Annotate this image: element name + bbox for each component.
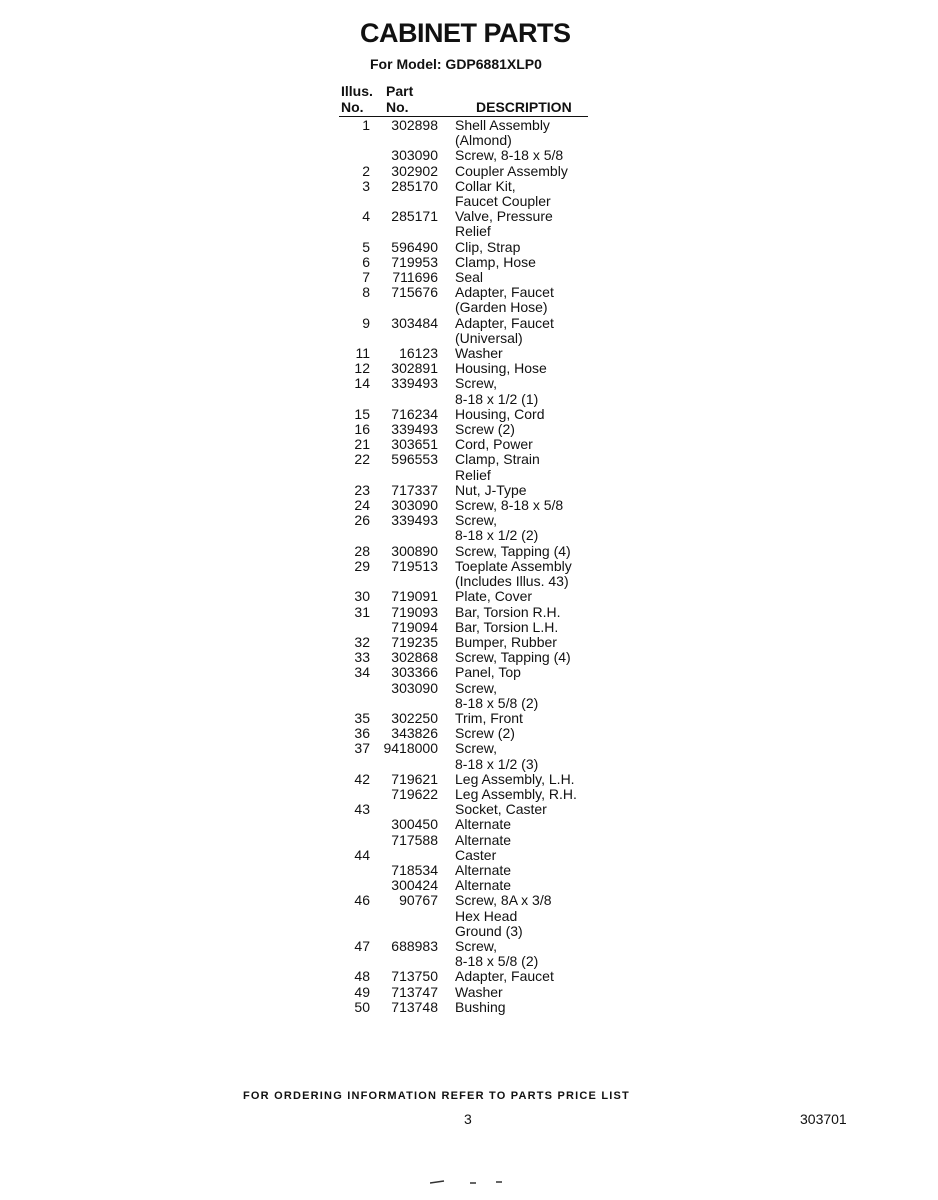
table-row <box>340 985 600 1000</box>
table-row <box>340 589 600 604</box>
part-description: Screw, <box>455 740 498 757</box>
illus-number <box>340 468 370 483</box>
table-row <box>340 681 600 696</box>
table-row <box>340 331 600 346</box>
table-row <box>340 909 600 924</box>
table-row <box>340 635 600 650</box>
table-row <box>340 969 600 984</box>
illus-number: 32 <box>354 633 370 650</box>
illus-number <box>340 620 370 635</box>
table-row <box>340 316 600 331</box>
model-subtitle: For Model: GDP6881XLP0 <box>370 56 542 72</box>
header-part-line1: Part <box>386 83 414 99</box>
header-illus-no <box>341 83 373 115</box>
part-description: Housing, Hose <box>455 360 547 377</box>
table-row <box>340 224 600 239</box>
part-number: 16123 <box>399 345 438 362</box>
part-number: 300890 <box>391 542 438 559</box>
part-number <box>370 392 438 407</box>
illus-number: 24 <box>354 497 370 514</box>
part-description: Screw, <box>455 937 498 954</box>
part-number: 719094 <box>391 618 438 635</box>
illus-number: 29 <box>354 557 370 574</box>
part-number <box>370 468 438 483</box>
part-number: 302868 <box>391 649 438 666</box>
part-description: (Almond) <box>455 132 512 149</box>
illus-number <box>340 331 370 346</box>
part-number: 717588 <box>391 831 438 848</box>
table-row <box>340 148 600 163</box>
part-description: Hex Head <box>455 907 518 924</box>
part-description: Coupler Assembly <box>455 162 568 179</box>
illus-number <box>340 681 370 696</box>
part-number: 339493 <box>391 512 438 529</box>
part-description: Panel, Top <box>455 664 521 681</box>
part-description: Ground (3) <box>455 922 523 939</box>
part-number: 719953 <box>391 253 438 270</box>
part-description: Washer <box>455 983 503 1000</box>
part-number <box>370 757 438 772</box>
table-row <box>340 665 600 680</box>
table-row <box>340 285 600 300</box>
part-number: 302898 <box>391 117 438 133</box>
table-row <box>340 939 600 954</box>
part-number <box>370 848 438 863</box>
table-row <box>340 574 600 589</box>
part-number: 713750 <box>391 968 438 985</box>
illus-number: 37 <box>354 740 370 757</box>
part-description: Bar, Torsion L.H. <box>455 618 559 635</box>
part-number: 719622 <box>391 785 438 802</box>
part-number: 711696 <box>392 269 438 286</box>
illus-number: 31 <box>354 603 370 620</box>
illus-number: 48 <box>354 968 370 985</box>
illus-number: 1 <box>362 117 370 133</box>
part-number <box>370 300 438 315</box>
part-description: Shell Assembly <box>455 117 550 133</box>
illus-number: 8 <box>362 284 370 301</box>
part-description: Seal <box>455 269 484 286</box>
part-number <box>370 909 438 924</box>
illus-number: 6 <box>362 253 370 270</box>
part-description: Socket, Caster <box>455 801 547 818</box>
part-number <box>370 133 438 148</box>
part-description: Screw (2) <box>455 725 515 742</box>
illus-number <box>340 909 370 924</box>
part-number: 596553 <box>391 451 438 468</box>
part-number: 715676 <box>391 284 438 301</box>
table-row <box>340 817 600 832</box>
table-row <box>340 255 600 270</box>
table-row <box>340 863 600 878</box>
part-number: 303484 <box>391 314 438 331</box>
table-row <box>340 118 600 133</box>
part-description: Alternate <box>455 861 512 878</box>
illus-number: 14 <box>354 375 370 392</box>
table-row <box>340 741 600 756</box>
table-row <box>340 376 600 391</box>
table-row <box>340 924 600 939</box>
part-number: 719093 <box>391 603 438 620</box>
table-row <box>340 361 600 376</box>
part-number <box>370 528 438 543</box>
part-description: Toeplate Assembly <box>455 557 572 574</box>
illus-number: 21 <box>354 436 370 453</box>
part-description: (Includes Illus. 43) <box>455 573 569 590</box>
table-row <box>340 179 600 194</box>
table-row <box>340 544 600 559</box>
table-row <box>340 833 600 848</box>
illus-number: 44 <box>354 846 370 863</box>
illus-number: 34 <box>354 664 370 681</box>
part-description: Bumper, Rubber <box>455 633 557 650</box>
part-description: Leg Assembly, L.H. <box>455 770 575 787</box>
part-number: 303090 <box>391 497 438 514</box>
illus-number: 22 <box>354 451 370 468</box>
illus-number: 43 <box>354 801 370 818</box>
table-row <box>340 954 600 969</box>
parts-table <box>340 118 600 1015</box>
table-row <box>340 893 600 908</box>
part-number: 713747 <box>391 983 438 1000</box>
table-row <box>340 407 600 422</box>
part-description: Plate, Cover <box>455 588 533 605</box>
part-description: Relief <box>455 223 491 240</box>
part-number: 718534 <box>391 861 438 878</box>
table-row <box>340 498 600 513</box>
part-description: Screw (2) <box>455 421 515 438</box>
part-number: 300424 <box>391 877 438 894</box>
table-row <box>340 605 600 620</box>
illus-number <box>340 924 370 939</box>
part-number: 713748 <box>391 998 438 1015</box>
part-number <box>370 574 438 589</box>
illus-number <box>340 392 370 407</box>
part-description: Screw, <box>455 679 498 696</box>
part-number <box>370 224 438 239</box>
header-description: DESCRIPTION <box>476 99 572 115</box>
part-description: Clamp, Hose <box>455 253 536 270</box>
table-row <box>340 194 600 209</box>
part-number: 339493 <box>391 421 438 438</box>
part-description: 8-18 x 1/2 (2) <box>455 527 539 544</box>
table-row <box>340 528 600 543</box>
table-row <box>340 513 600 528</box>
header-illus-line1: Illus. <box>341 83 373 99</box>
part-number: 285171 <box>391 208 438 225</box>
illus-number: 47 <box>354 937 370 954</box>
table-row <box>340 300 600 315</box>
table-row <box>340 483 600 498</box>
header-part-line2: No. <box>386 99 409 115</box>
part-description: Trim, Front <box>455 709 523 726</box>
illus-number: 3 <box>362 177 370 194</box>
part-description: Screw, 8-18 x 5/8 <box>455 497 564 514</box>
illus-number: 4 <box>362 208 370 225</box>
part-description: Screw, Tapping (4) <box>455 649 571 666</box>
part-description: Bar, Torsion R.H. <box>455 603 561 620</box>
illus-number <box>340 757 370 772</box>
illus-number <box>340 863 370 878</box>
illus-number: 26 <box>354 512 370 529</box>
page-number: 3 <box>464 1111 472 1127</box>
part-description: Leg Assembly, R.H. <box>455 785 577 802</box>
table-row <box>340 559 600 574</box>
table-row <box>340 270 600 285</box>
illus-number: 49 <box>354 983 370 1000</box>
illus-number: 42 <box>354 770 370 787</box>
illus-number: 30 <box>354 588 370 605</box>
illus-number <box>340 954 370 969</box>
table-row <box>340 848 600 863</box>
part-description: Screw, 8A x 3/8 <box>455 892 552 909</box>
part-number: 90767 <box>399 892 438 909</box>
header-illus-line2: No. <box>341 99 364 115</box>
table-row <box>340 164 600 179</box>
table-row <box>340 346 600 361</box>
part-description: Relief <box>455 466 491 483</box>
part-number: 719235 <box>391 633 438 650</box>
table-row <box>340 468 600 483</box>
table-row <box>340 422 600 437</box>
table-row <box>340 650 600 665</box>
part-description: Screw, <box>455 375 498 392</box>
illus-number: 23 <box>354 481 370 498</box>
part-number: 719091 <box>391 588 438 605</box>
illus-number <box>340 194 370 209</box>
part-number <box>370 924 438 939</box>
part-description: 8-18 x 1/2 (3) <box>455 755 539 772</box>
part-number <box>370 194 438 209</box>
part-number: 302891 <box>391 360 438 377</box>
illus-number: 35 <box>354 709 370 726</box>
part-description: Cord, Power <box>455 436 533 453</box>
part-description: 8-18 x 1/2 (1) <box>455 390 539 407</box>
part-number: 302250 <box>391 709 438 726</box>
table-row <box>340 787 600 802</box>
table-row <box>340 209 600 224</box>
part-description: Collar Kit, <box>455 177 516 194</box>
document-number: 303701 <box>800 1111 847 1127</box>
part-description: Valve, Pressure <box>455 208 553 225</box>
part-number: 596490 <box>391 238 438 255</box>
part-description: Alternate <box>455 877 512 894</box>
part-description: 8-18 x 5/8 (2) <box>455 953 539 970</box>
part-description: (Garden Hose) <box>455 299 548 316</box>
illus-number <box>340 148 370 163</box>
illus-number <box>340 696 370 711</box>
part-number: 717337 <box>391 481 438 498</box>
part-number: 343826 <box>391 725 438 742</box>
scan-artifact <box>430 1177 510 1185</box>
part-number: 688983 <box>391 937 438 954</box>
part-description: Nut, J-Type <box>455 481 527 498</box>
table-row <box>340 240 600 255</box>
part-number: 716234 <box>391 405 438 422</box>
illus-number: 33 <box>354 649 370 666</box>
part-description: Alternate <box>455 816 512 833</box>
part-number <box>370 331 438 346</box>
part-description: Screw, 8-18 x 5/8 <box>455 147 564 164</box>
illus-number: 5 <box>362 238 370 255</box>
part-number: 303090 <box>391 147 438 164</box>
illus-number: 28 <box>354 542 370 559</box>
table-row <box>340 133 600 148</box>
table-row <box>340 696 600 711</box>
part-description: Bushing <box>455 998 506 1015</box>
table-row <box>340 878 600 893</box>
table-row <box>340 437 600 452</box>
part-number <box>370 802 438 817</box>
ordering-note: FOR ORDERING INFORMATION REFER TO PARTS PRICE LIST <box>243 1090 630 1102</box>
table-row <box>340 726 600 741</box>
part-description: Screw, <box>455 512 498 529</box>
part-description: Washer <box>455 345 503 362</box>
table-row <box>340 757 600 772</box>
illus-number <box>340 878 370 893</box>
illus-number <box>340 300 370 315</box>
table-row <box>340 711 600 726</box>
part-number: 302902 <box>391 162 438 179</box>
part-description: Screw, Tapping (4) <box>455 542 571 559</box>
part-description: Adapter, Faucet <box>455 284 554 301</box>
illus-number: 50 <box>354 998 370 1015</box>
illus-number: 11 <box>355 345 370 362</box>
part-number: 719621 <box>391 770 438 787</box>
part-description: Adapter, Faucet <box>455 314 554 331</box>
illus-number: 15 <box>354 405 370 422</box>
header-part-no <box>386 83 413 115</box>
illus-number: 12 <box>354 360 370 377</box>
part-number <box>370 954 438 969</box>
table-row <box>340 392 600 407</box>
illus-number <box>340 224 370 239</box>
illus-number <box>340 787 370 802</box>
illus-number: 46 <box>354 892 370 909</box>
part-description: (Universal) <box>455 329 523 346</box>
illus-number <box>340 133 370 148</box>
part-number: 303651 <box>391 436 438 453</box>
part-description: Housing, Cord <box>455 405 545 422</box>
illus-number <box>340 574 370 589</box>
part-description: Alternate <box>455 831 512 848</box>
illus-number: 16 <box>354 421 370 438</box>
page-title: CABINET PARTS <box>360 18 571 48</box>
table-row <box>340 772 600 787</box>
illus-number: 2 <box>362 162 370 179</box>
part-number: 719513 <box>391 557 438 574</box>
illus-number <box>340 817 370 832</box>
illus-number <box>340 528 370 543</box>
part-number: 285170 <box>391 177 438 194</box>
part-number: 300450 <box>391 816 438 833</box>
illus-number: 9 <box>362 314 370 331</box>
part-number: 303366 <box>391 664 438 681</box>
table-row <box>340 452 600 467</box>
part-description: Adapter, Faucet <box>455 968 554 985</box>
illus-number: 7 <box>362 269 370 286</box>
part-number: 303090 <box>391 679 438 696</box>
table-row <box>340 620 600 635</box>
part-description: 8-18 x 5/8 (2) <box>455 694 539 711</box>
part-number: 339493 <box>391 375 438 392</box>
part-number: 9418000 <box>383 740 438 757</box>
illus-number: 36 <box>354 725 370 742</box>
illus-number <box>340 833 370 848</box>
part-number <box>370 696 438 711</box>
part-description: Clip, Strap <box>455 238 521 255</box>
part-description: Caster <box>455 846 497 863</box>
table-row <box>340 1000 600 1015</box>
part-description: Clamp, Strain <box>455 451 540 468</box>
table-row <box>340 802 600 817</box>
part-description: Faucet Coupler <box>455 193 551 210</box>
